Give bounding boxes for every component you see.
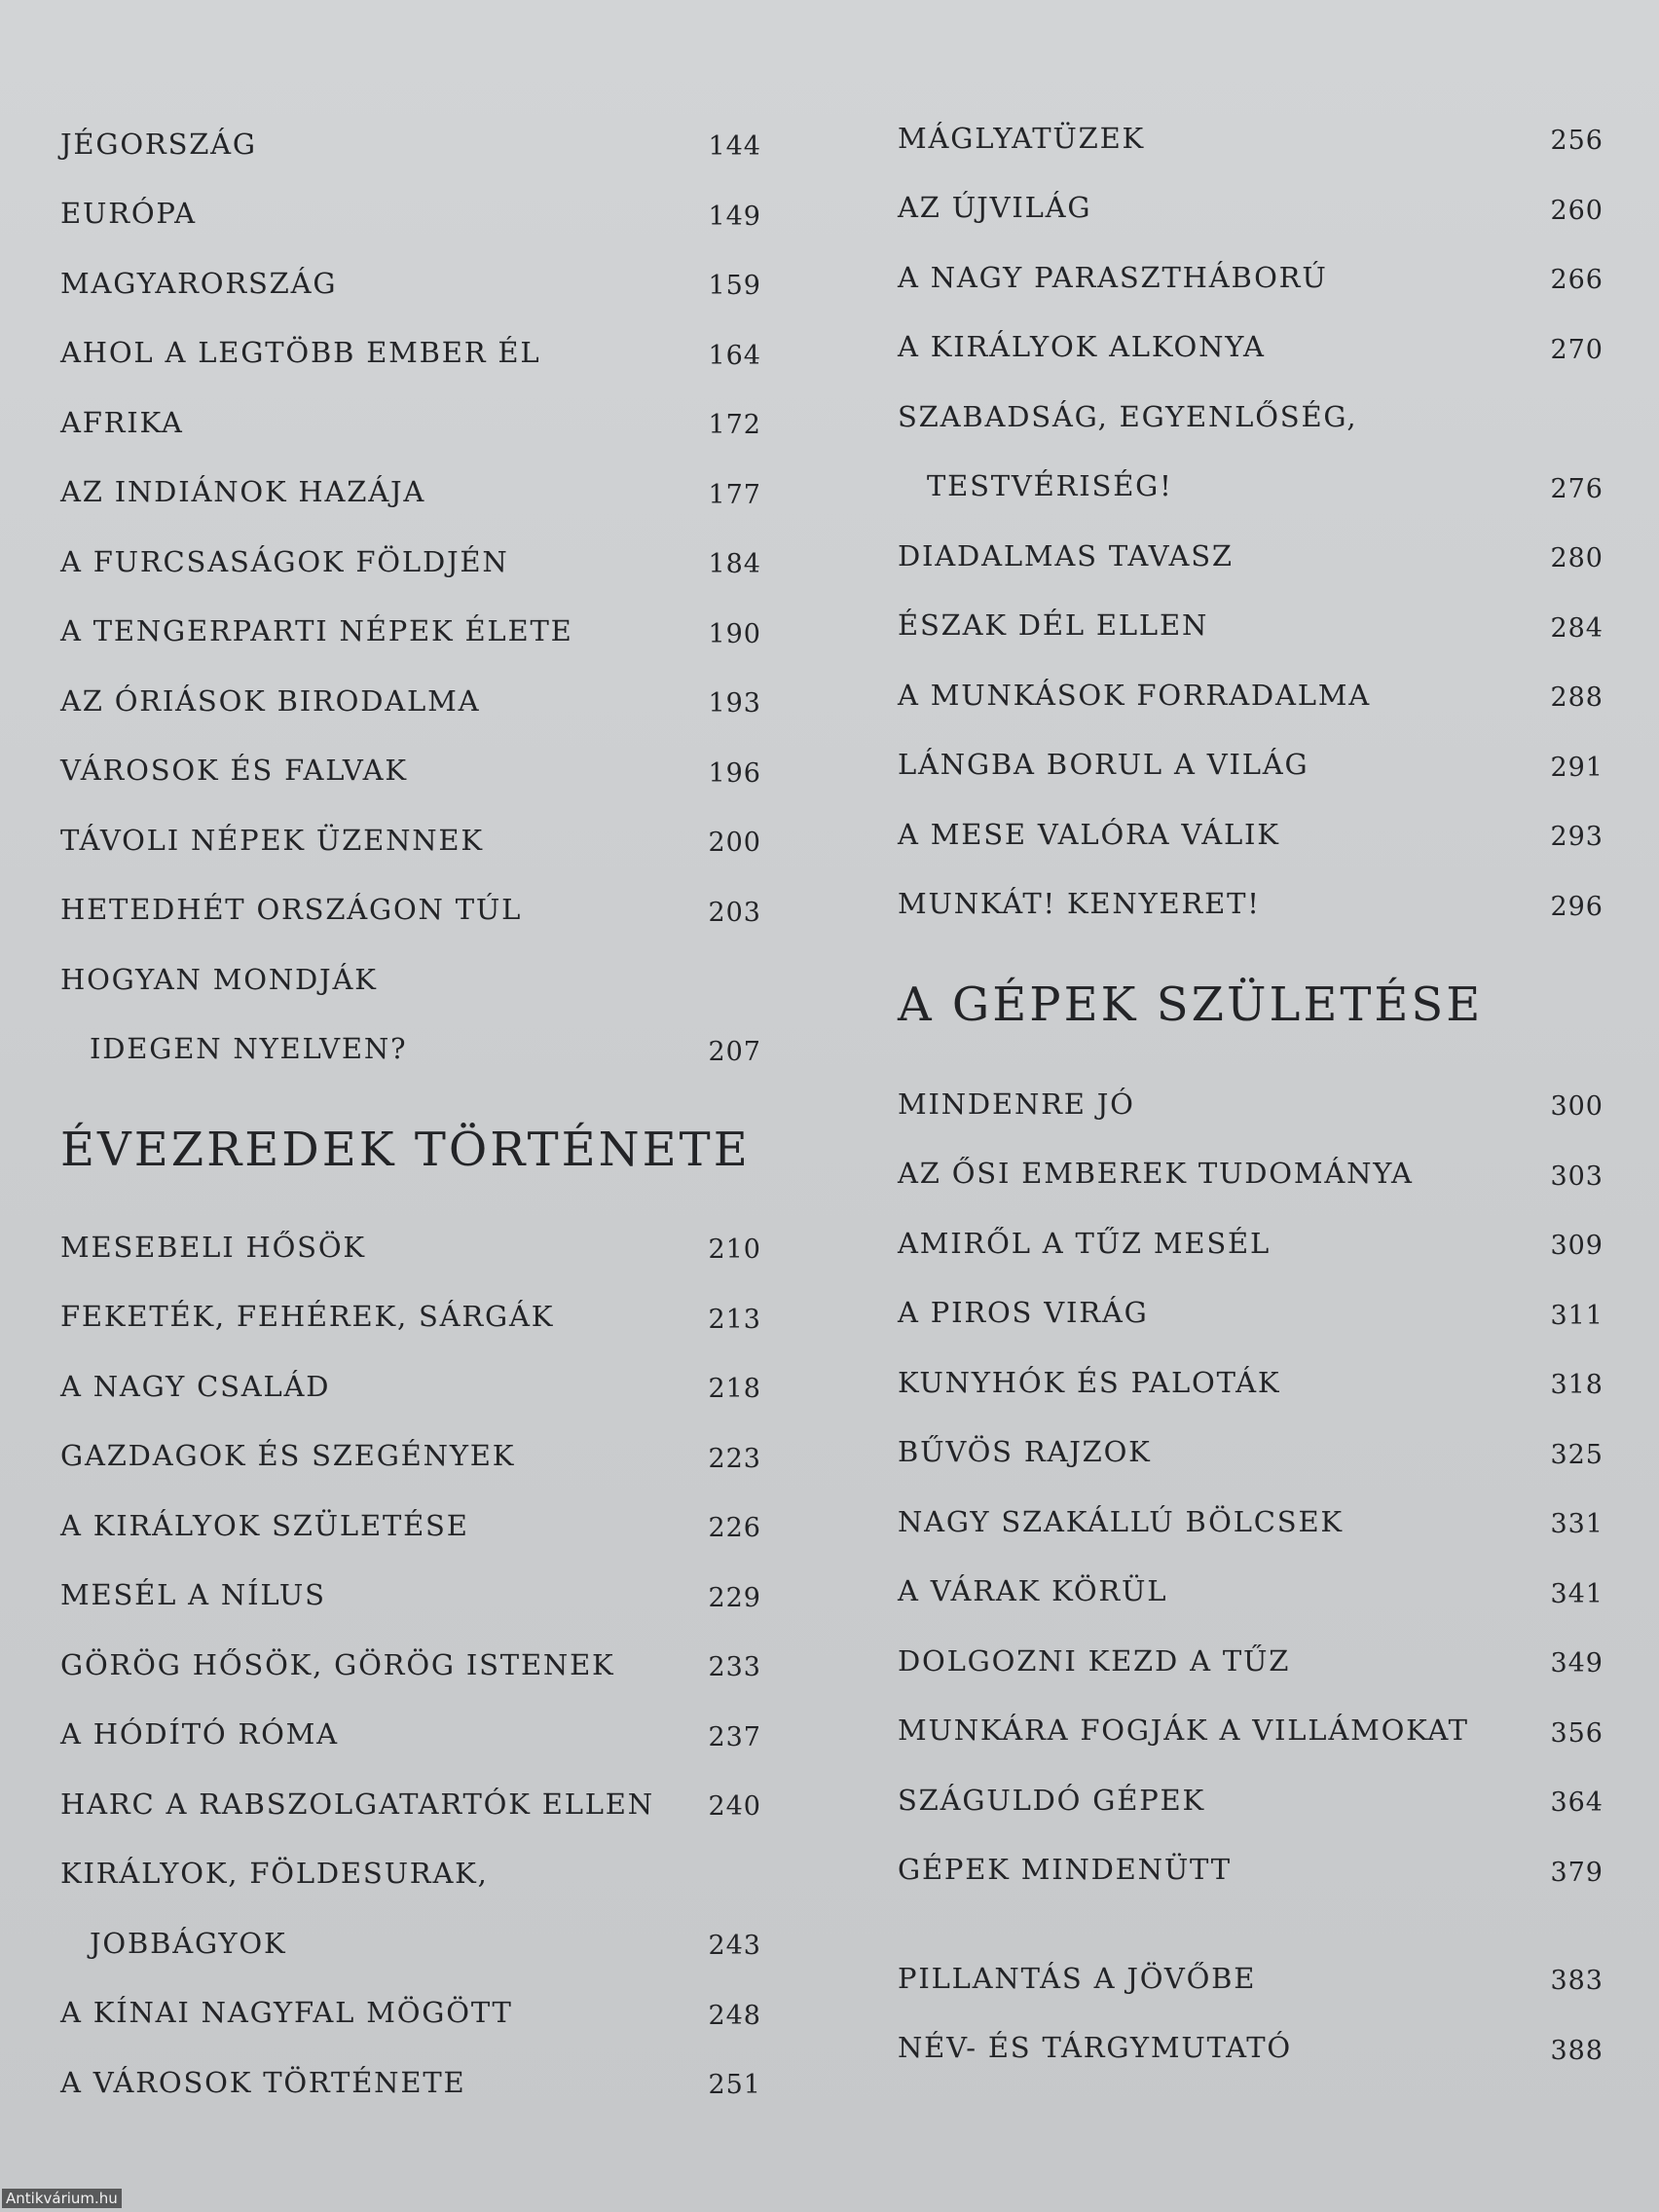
toc-entry: A MUNKÁSOK FORRADALMA 288 [898, 678, 1604, 714]
toc-entry: A HÓDÍTÓ RÓMA 237 [60, 1717, 761, 1752]
toc-entry: A KIRÁLYOK SZÜLETÉSE 226 [60, 1508, 761, 1544]
toc-entry: AZ ÓRIÁSOK BIRODALMA 193 [60, 683, 761, 719]
toc-entry: ÉSZAK DÉL ELLEN 284 [898, 608, 1604, 644]
toc-entry: HOGYAN MONDJÁK [60, 962, 378, 996]
toc-entry: MESÉL A NÍLUS 229 [60, 1578, 761, 1613]
toc-entry-continuation: TESTVÉRISÉG! 276 [927, 469, 1604, 504]
toc-entry: NAGY SZAKÁLLÚ BÖLCSEK 331 [898, 1504, 1604, 1540]
toc-entry: NÉV- ÉS TÁRGYMUTATÓ 388 [898, 2031, 1604, 2066]
toc-entry: GÉPEK MINDENÜTT 379 [898, 1853, 1604, 1888]
toc-entry: MESEBELI HŐSÖK 210 [60, 1230, 761, 1266]
toc-entry: JÉGORSZÁG 144 [60, 127, 761, 163]
toc-entry: KIRÁLYOK, FÖLDESURAK, [60, 1857, 489, 1891]
toc-entry: A TENGERPARTI NÉPEK ÉLETE 190 [60, 614, 761, 649]
toc-entry: LÁNGBA BORUL A VILÁG 291 [898, 748, 1604, 783]
toc-entry: MUNKÁT! KENYERET! 296 [898, 887, 1604, 922]
toc-entry: AMIRŐL A TŰZ MESÉL 309 [898, 1226, 1604, 1262]
toc-entry-continuation: JOBBÁGYOK 243 [90, 1926, 761, 1962]
toc-entry: BŰVÖS RAJZOK 325 [898, 1435, 1604, 1470]
toc-entry: HARC A RABSZOLGATARTÓK ELLEN 240 [60, 1787, 761, 1823]
toc-entry: A KIRÁLYOK ALKONYA 270 [898, 330, 1604, 365]
toc-entry: A VÁROSOK TÖRTÉNETE 251 [60, 2065, 761, 2101]
section-heading: A GÉPEK SZÜLETÉSE [898, 977, 1484, 1032]
toc-entry: A KÍNAI NAGYFAL MÖGÖTT 248 [60, 1996, 761, 2031]
toc-entry: A NAGY PARASZTHÁBORÚ 266 [898, 260, 1604, 296]
toc-entry: AHOL A LEGTÖBB EMBER ÉL 164 [60, 336, 761, 371]
toc-entry: GÖRÖG HŐSÖK, GÖRÖG ISTENEK 233 [60, 1647, 761, 1683]
section-heading: ÉVEZREDEK TÖRTÉNETE [60, 1123, 751, 1177]
toc-entry: SZABADSÁG, EGYENLŐSÉG, [898, 399, 1358, 433]
toc-entry: SZÁGULDÓ GÉPEK 364 [898, 1783, 1604, 1819]
toc-entry: DIADALMAS TAVASZ 280 [898, 538, 1604, 574]
toc-left-column [60, 109, 761, 2118]
toc-entry: KUNYHÓK ÉS PALOTÁK 318 [898, 1365, 1604, 1401]
toc-entry: MUNKÁRA FOGJÁK A VILLÁMOKAT 356 [898, 1714, 1604, 1749]
toc-entry: AZ ÚJVILÁG 260 [898, 191, 1604, 226]
toc-entry: MINDENRE JÓ 300 [898, 1087, 1604, 1123]
watermark: Antikvárium.hu [2, 2189, 122, 2208]
toc-entry: A MESE VALÓRA VÁLIK 293 [898, 817, 1604, 853]
toc-entry: TÁVOLI NÉPEK ÜZENNEK 200 [60, 823, 761, 859]
toc-entry: A NAGY CSALÁD 218 [60, 1369, 761, 1405]
toc-entry-continuation: IDEGEN NYELVEN? 207 [90, 1032, 761, 1067]
toc-entry: PILLANTÁS A JÖVŐBE 383 [898, 1961, 1604, 1997]
toc-entry: AZ ŐSI EMBEREK TUDOMÁNYA 303 [898, 1157, 1604, 1192]
toc-entry: EURÓPA 149 [60, 197, 761, 232]
toc-entry: GAZDAGOK ÉS SZEGÉNYEK 223 [60, 1439, 761, 1474]
toc-entry: MAGYARORSZÁG 159 [60, 266, 761, 302]
toc-entry: VÁROSOK ÉS FALVAK 196 [60, 754, 761, 789]
toc-entry: HETEDHÉT ORSZÁGON TÚL 203 [60, 893, 761, 928]
toc-entry: A VÁRAK KÖRÜL 341 [898, 1574, 1604, 1609]
toc-right-column [898, 103, 1604, 2083]
toc-entry: MÁGLYATÜZEK 256 [898, 121, 1604, 157]
toc-entry: FEKETÉK, FEHÉREK, SÁRGÁK 213 [60, 1300, 761, 1335]
toc-entry: AZ INDIÁNOK HAZÁJA 177 [60, 475, 761, 510]
toc-entry: A PIROS VIRÁG 311 [898, 1296, 1604, 1331]
toc-entry: A FURCSASÁGOK FÖLDJÉN 184 [60, 544, 761, 580]
toc-entry: AFRIKA 172 [60, 405, 761, 441]
toc-entry: DOLGOZNI KEZD A TŰZ 349 [898, 1643, 1604, 1679]
